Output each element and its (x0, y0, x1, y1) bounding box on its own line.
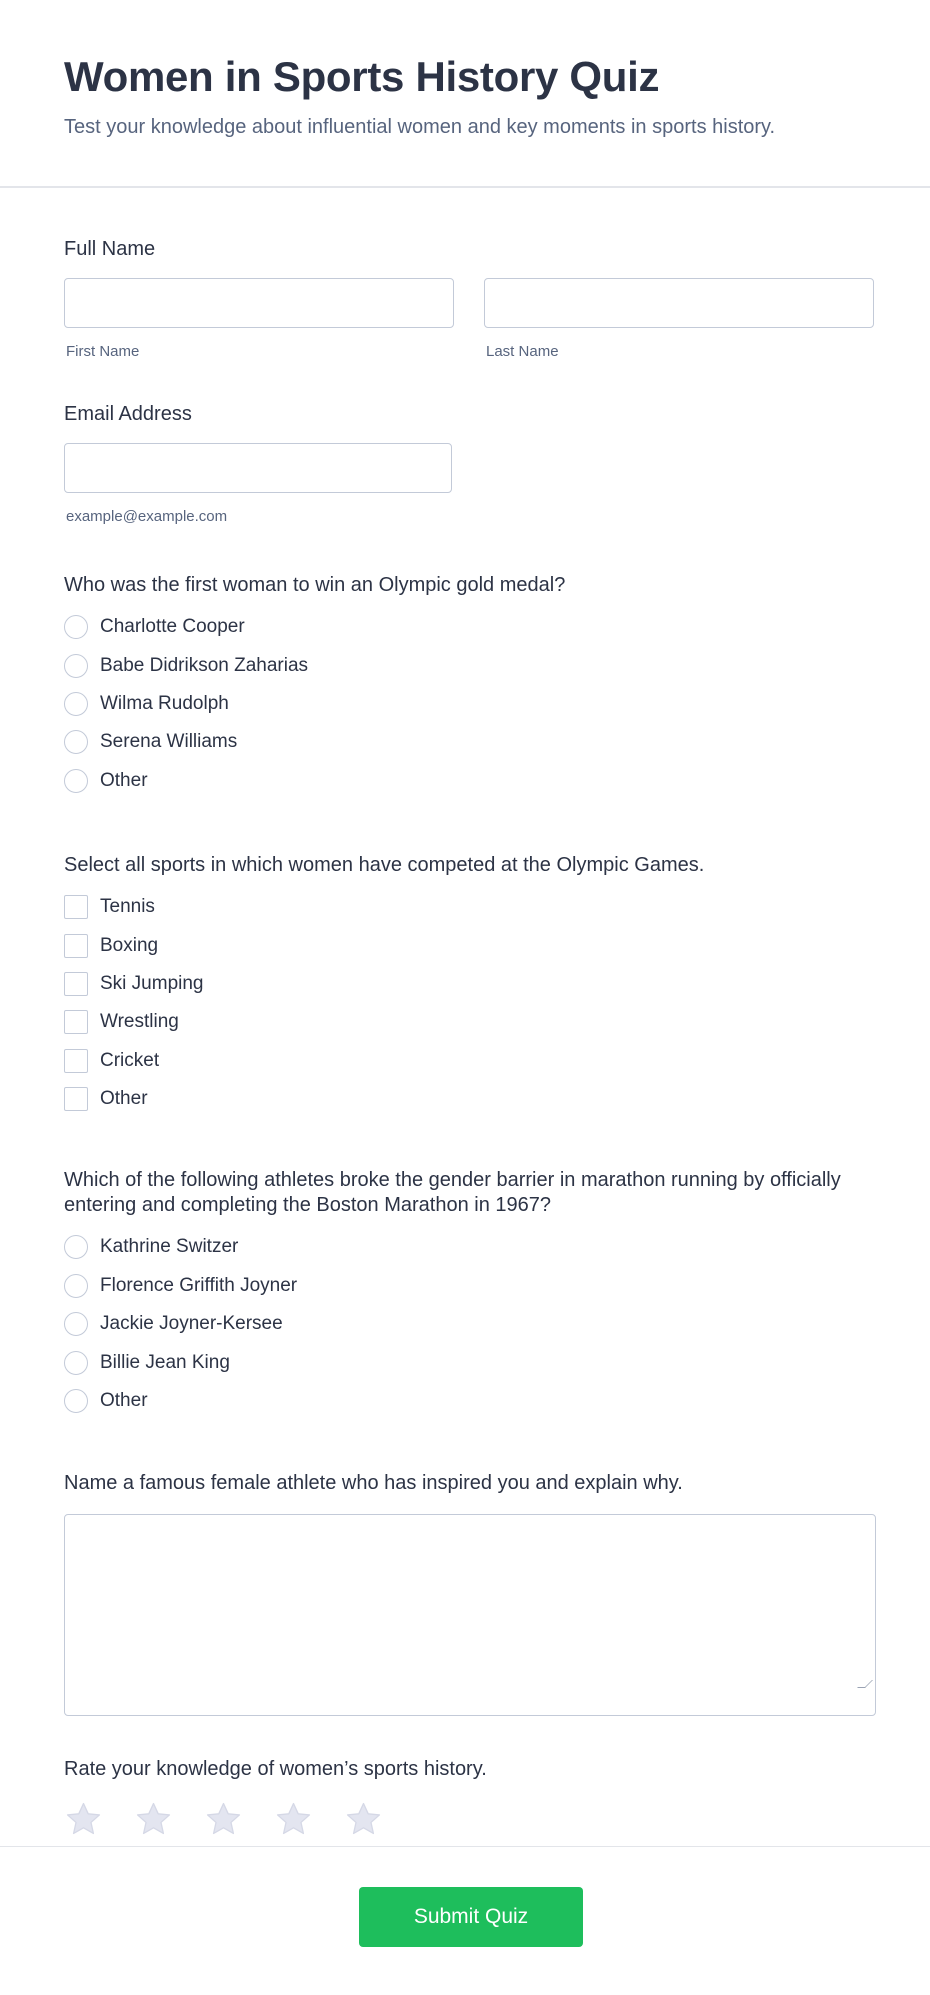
question-4-label: Name a famous female athlete who has inspired you and explain why. (64, 1472, 683, 1495)
q1-option-label: Babe Didrikson Zaharias (100, 654, 309, 676)
q1-option-label: Charlotte Cooper (100, 616, 245, 638)
star-icon[interactable] (274, 1800, 313, 1839)
full-name-field (64, 236, 930, 361)
star-icon[interactable] (134, 1800, 173, 1839)
first-name-sublabel: First Name (66, 343, 140, 360)
q2-option[interactable] (64, 965, 930, 1003)
email-label: Email Address (64, 403, 192, 425)
q2-option[interactable] (64, 926, 930, 964)
radio-button[interactable] (64, 1389, 88, 1413)
q2-option-label: Wrestling (100, 1011, 179, 1033)
q1-option-label: Other (100, 769, 148, 791)
q2-option-label: Other (100, 1088, 148, 1110)
q2-option[interactable] (64, 1080, 930, 1118)
q2-option-label: Cricket (100, 1049, 160, 1071)
q1-option[interactable] (64, 646, 930, 684)
radio-button[interactable] (64, 654, 88, 678)
q2-option[interactable] (64, 1042, 930, 1080)
q2-option[interactable] (64, 888, 930, 926)
q3-option-label: Florence Griffith Joyner (100, 1274, 298, 1296)
checkbox[interactable] (64, 895, 88, 919)
checkbox[interactable] (64, 934, 88, 958)
first-name-input[interactable] (64, 278, 454, 328)
athlete-answer-textarea[interactable] (64, 1514, 876, 1716)
page-title: Women in Sports History Quiz (64, 53, 660, 100)
star-icon[interactable] (64, 1800, 103, 1839)
last-name-sublabel: Last Name (486, 343, 559, 360)
email-field (64, 401, 930, 526)
q3-option-label: Other (100, 1390, 148, 1412)
radio-button[interactable] (64, 1235, 88, 1259)
radio-button[interactable] (64, 692, 88, 716)
q1-option-label: Wilma Rudolph (100, 692, 229, 714)
rating-label: Rate your knowledge of women’s sports history. (64, 1758, 487, 1781)
q3-option[interactable] (64, 1228, 930, 1266)
radio-button[interactable] (64, 730, 88, 754)
checkbox[interactable] (64, 972, 88, 996)
rating-field (64, 1756, 930, 1839)
q3-option-label: Billie Jean King (100, 1351, 230, 1373)
radio-button[interactable] (64, 769, 88, 793)
q3-option[interactable] (64, 1382, 930, 1420)
q2-option[interactable] (64, 1003, 930, 1041)
radio-button[interactable] (64, 615, 88, 639)
q1-option[interactable] (64, 608, 930, 646)
form-header (0, 0, 930, 188)
star-icon[interactable] (204, 1800, 243, 1839)
question-3-label: Which of the following athletes broke the gender barrier in marathon running by officially entering and completing the Boston Marathon in 1967? (64, 1169, 841, 1217)
question-4 (64, 1470, 930, 1716)
q2-option-label: Boxing (100, 934, 159, 956)
radio-button[interactable] (64, 1351, 88, 1375)
q3-option[interactable] (64, 1267, 930, 1305)
full-name-label: Full Name (64, 238, 156, 260)
q1-option[interactable] (64, 762, 930, 800)
q3-option[interactable] (64, 1343, 930, 1381)
radio-button[interactable] (64, 1274, 88, 1298)
q1-option[interactable] (64, 723, 930, 761)
question-1 (64, 572, 930, 800)
submit-quiz-button[interactable]: Submit Quiz (359, 1887, 583, 1947)
q2-option-label: Ski Jumping (100, 972, 204, 994)
radio-button[interactable] (64, 1312, 88, 1336)
checkbox[interactable] (64, 1010, 88, 1034)
email-input[interactable] (64, 443, 452, 493)
email-sublabel: example@example.com (66, 508, 228, 525)
checkbox[interactable] (64, 1087, 88, 1111)
checkbox[interactable] (64, 1049, 88, 1073)
q3-option[interactable] (64, 1305, 930, 1343)
star-icon[interactable] (344, 1800, 383, 1839)
q1-option-label: Serena Williams (100, 731, 238, 753)
question-3 (64, 1168, 930, 1420)
question-1-label: Who was the first woman to win an Olympic gold medal? (64, 574, 566, 596)
question-2 (64, 852, 930, 1118)
page-subtitle: Test your knowledge about influential women and key moments in sports history. (64, 116, 776, 138)
q3-option-label: Jackie Joyner-Kersee (100, 1313, 283, 1335)
star-rating (64, 1800, 930, 1839)
quiz-form (0, 188, 930, 1839)
last-name-input[interactable] (484, 278, 874, 328)
q3-option-label: Kathrine Switzer (100, 1236, 239, 1258)
question-2-label: Select all sports in which women have competed at the Olympic Games. (64, 853, 705, 876)
q1-option[interactable] (64, 685, 930, 723)
q2-option-label: Tennis (100, 896, 155, 918)
form-footer (0, 1846, 930, 1995)
